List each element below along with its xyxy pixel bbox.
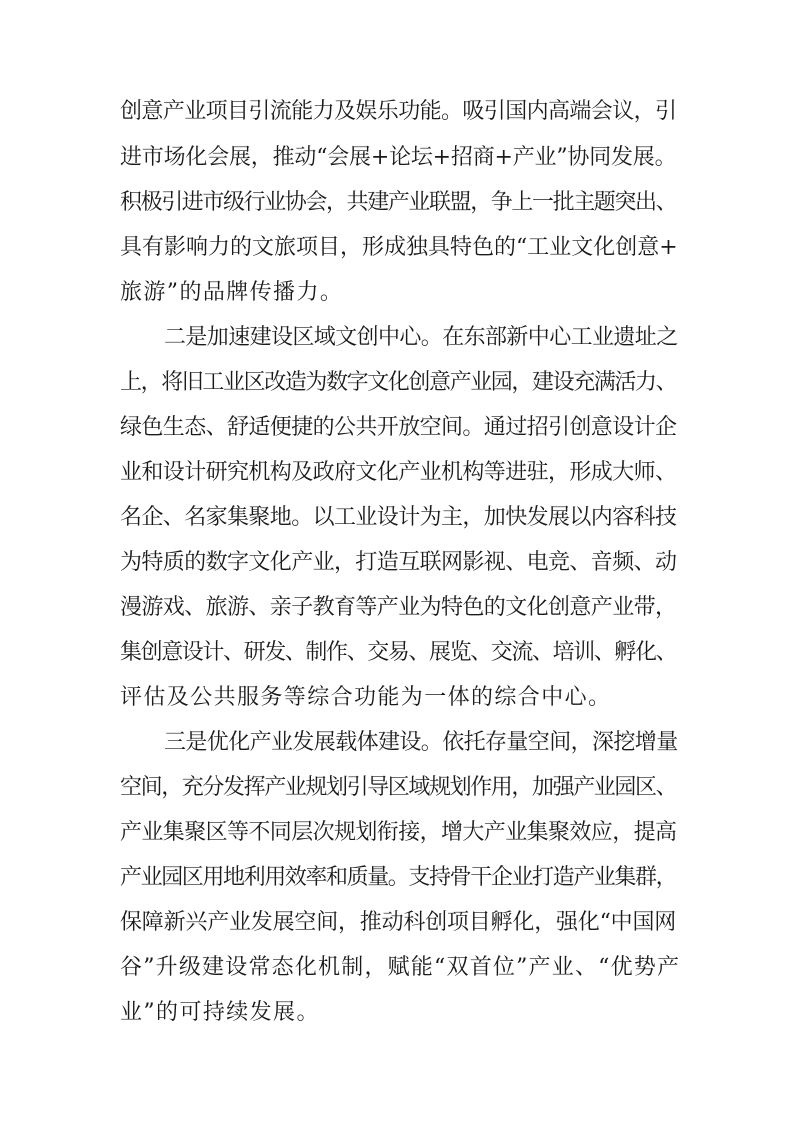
paragraph-line: 旅游”的品牌传播力。 — [120, 280, 344, 305]
paragraph-line: 进市场化会展，推动“会展+论坛+招商+产业”协同发展。 — [120, 145, 677, 170]
paragraph-line: 上，将旧工业区改造为数字文化创意产业园，建设充满活力、 — [120, 370, 677, 395]
paragraph-line: 产业集聚区等不同层次规划衔接，增大产业集聚效应，提高 — [120, 820, 677, 845]
paragraph-line: 集创意设计、研发、制作、交易、展览、交流、培训、孵化、 — [120, 640, 677, 665]
paragraph-line: 业和设计研究机构及政府文化产业机构等进驻，形成大师、 — [120, 460, 677, 485]
paragraph-line: 谷”升级建设常态化机制，赋能“双首位”产业、“优势产 — [120, 955, 681, 980]
paragraph-line: 名企、名家集聚地。以工业设计为主，加快发展以内容科技 — [120, 505, 677, 530]
paragraph-line: 评估及公共服务等综合功能为一体的综合中心。 — [120, 685, 612, 710]
paragraph-line: 产业园区用地利用效率和质量。支持骨干企业打造产业集群， — [120, 865, 677, 890]
paragraph-line: 绿色生态、舒适便捷的公共开放空间。通过招引创意设计企 — [120, 415, 677, 440]
paragraph-line: 积极引进市级行业协会，共建产业联盟，争上一批主题突出、 — [120, 190, 677, 215]
paragraph-line: 业”的可持续发展。 — [120, 1000, 320, 1025]
paragraph-line: 二是加速建设区域文创中心。在东部新中心工业遗址之 — [164, 325, 678, 350]
paragraph-line: 创意产业项目引流能力及娱乐功能。吸引国内高端会议，引 — [120, 99, 677, 124]
paragraph-line: 三是优化产业发展载体建设。依托存量空间，深挖增量 — [164, 730, 678, 755]
paragraph-line: 保障新兴产业发展空间，推动科创项目孵化，强化“中国网 — [120, 910, 677, 935]
paragraph-line: 为特质的数字文化产业，打造互联网影视、电竞、音频、动 — [120, 550, 677, 575]
paragraph-line: 漫游戏、旅游、亲子教育等产业为特色的文化创意产业带， — [120, 595, 677, 620]
paragraph-line: 空间，充分发挥产业规划引导区域规划作用，加强产业园区、 — [120, 775, 677, 800]
paragraph-line: 具有影响力的文旅项目，形成独具特色的“工业文化创意+ — [120, 235, 678, 260]
